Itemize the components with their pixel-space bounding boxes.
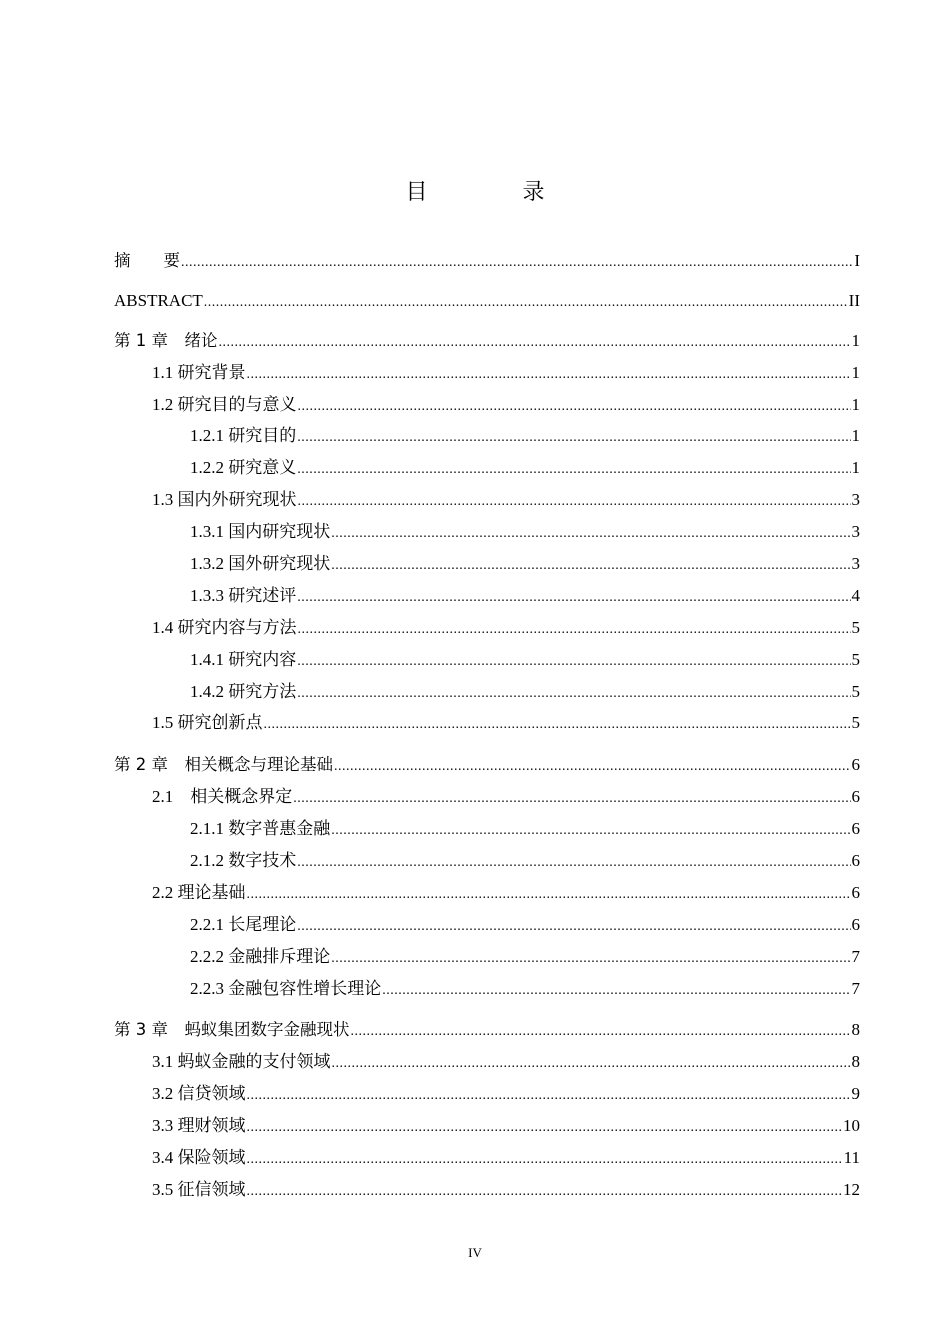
toc-entry-2-1[interactable] (114, 784, 860, 816)
toc-entry-page: 6 (851, 819, 860, 839)
toc-entry-page: 6 (851, 914, 860, 934)
toc-entry-label: 1.3.3 研究述评 (190, 585, 297, 605)
toc-entry-2-1-2[interactable] (114, 848, 860, 880)
toc-dot-leader (297, 914, 850, 940)
toc-entry-1-2-1[interactable] (114, 423, 860, 455)
toc-entry-1-2[interactable] (114, 392, 860, 424)
toc-dot-leader (298, 489, 851, 515)
toc-entry-2-2-2[interactable] (114, 944, 860, 976)
toc-entry-page: 12 (843, 1179, 860, 1199)
toc-entry-page: 7 (851, 978, 860, 998)
toc-entry-label: 2.2.1 长尾理论 (190, 914, 297, 934)
toc-dot-leader (181, 250, 853, 276)
toc-dot-leader (297, 457, 850, 483)
toc-entry-page: 7 (851, 946, 860, 966)
toc-entry-label: 1.5 研究创新点 (152, 713, 263, 733)
toc-dot-leader (297, 649, 850, 675)
table-of-contents (114, 248, 860, 1209)
toc-dot-leader (382, 978, 850, 1004)
toc-entry-1-4-2[interactable] (114, 679, 860, 711)
toc-entry-page: 5 (851, 617, 860, 637)
toc-entry-3-4[interactable] (114, 1145, 860, 1177)
toc-entry-chapter-1[interactable] (114, 328, 860, 360)
toc-entry-page: 4 (851, 585, 860, 605)
toc-dot-leader (331, 818, 850, 844)
toc-dot-leader (247, 1147, 843, 1173)
toc-entry-page: II (848, 290, 860, 310)
toc-dot-leader (297, 425, 850, 451)
toc-entry-label: 3.1 蚂蚁金融的支付领域 (152, 1052, 331, 1072)
toc-entry-label: 2.1.2 数字技术 (190, 851, 297, 871)
toc-dot-leader (334, 754, 851, 780)
toc-entry-page: 5 (851, 713, 860, 733)
toc-entry-3-1[interactable] (114, 1049, 860, 1081)
toc-entry-label: 第 3 章 蚂蚁集团数字金融现状 (114, 1020, 350, 1040)
toc-entry-page: 6 (851, 787, 860, 807)
toc-entry-label: 1.4.1 研究内容 (190, 649, 297, 669)
toc-entry-1-4-1[interactable] (114, 647, 860, 679)
toc-entry-label: 3.5 征信领域 (152, 1179, 246, 1199)
toc-dot-leader (247, 1115, 843, 1141)
toc-entry-page: 1 (851, 426, 860, 446)
toc-entry-label: 1.3 国内外研究现状 (152, 490, 297, 510)
toc-entry-label: 3.3 理财领域 (152, 1116, 246, 1136)
page-number: IV (468, 1245, 482, 1260)
toc-entry-2-2-3[interactable] (114, 976, 860, 1008)
toc-dot-leader (331, 553, 850, 579)
toc-dot-leader (247, 362, 851, 388)
toc-entry-label: 2.1.1 数字普惠金融 (190, 819, 331, 839)
toc-entry-1-5[interactable] (114, 710, 860, 742)
toc-entry-1-4[interactable] (114, 615, 860, 647)
toc-dot-leader (297, 850, 850, 876)
toc-entry-page: 3 (851, 522, 860, 542)
toc-entry-label: 1.3.1 国内研究现状 (190, 522, 331, 542)
toc-entry-chapter-2[interactable] (114, 752, 860, 784)
toc-entry-page: 10 (843, 1116, 860, 1136)
toc-entry-label: 第 2 章 相关概念与理论基础 (114, 755, 333, 775)
toc-entry-page: 3 (851, 554, 860, 574)
toc-entry-label: 1.2 研究目的与意义 (152, 394, 297, 414)
toc-entry-3-2[interactable] (114, 1081, 860, 1113)
toc-entry-1-1[interactable] (114, 360, 860, 392)
toc-entry-1-3[interactable] (114, 487, 860, 519)
toc-entry-page: 5 (851, 681, 860, 701)
toc-entry-label: 1.4 研究内容与方法 (152, 617, 297, 637)
toc-entry-page: 1 (851, 330, 860, 350)
toc-dot-leader (204, 290, 848, 316)
toc-entry-1-3-3[interactable] (114, 583, 860, 615)
toc-entry-label: 第 1 章 绪论 (114, 330, 218, 350)
toc-entry-label: 2.2.3 金融包容性增长理论 (190, 978, 382, 998)
toc-dot-leader (298, 394, 851, 420)
toc-entry-1-3-1[interactable] (114, 519, 860, 551)
toc-entry-label: 2.1 相关概念界定 (152, 787, 293, 807)
toc-entry-label: 1.4.2 研究方法 (190, 681, 297, 701)
toc-entry-label: 3.4 保险领域 (152, 1148, 246, 1168)
toc-entry-page: 3 (851, 490, 860, 510)
toc-entry-chapter-3[interactable] (114, 1017, 860, 1049)
toc-entry-3-5[interactable] (114, 1177, 860, 1209)
toc-entry-label: 1.2.1 研究目的 (190, 426, 297, 446)
page-title: 目 录 (405, 180, 589, 205)
toc-entry-page: 5 (851, 649, 860, 669)
toc-entry-page: 6 (851, 755, 860, 775)
toc-dot-leader (219, 330, 851, 356)
toc-dot-leader (331, 946, 850, 972)
toc-entry-1-3-2[interactable] (114, 551, 860, 583)
toc-entry-page: 8 (851, 1052, 860, 1072)
toc-entry-label: 1.2.2 研究意义 (190, 458, 297, 478)
toc-dot-leader (247, 1179, 843, 1205)
toc-entry-page: 8 (851, 1020, 860, 1040)
toc-dot-leader (351, 1019, 851, 1045)
toc-entry-label: 1.1 研究背景 (152, 362, 246, 382)
toc-entry-2-1-1[interactable] (114, 816, 860, 848)
toc-entry-label: 2.2 理论基础 (152, 882, 246, 902)
toc-dot-leader (298, 617, 851, 643)
toc-dot-leader (247, 1083, 851, 1109)
toc-entry-label: 3.2 信贷领域 (152, 1084, 246, 1104)
toc-entry-page: 11 (843, 1148, 860, 1168)
toc-entry-label: ABSTRACT (114, 290, 203, 310)
toc-entry-page: 1 (851, 458, 860, 478)
toc-entry-page: 1 (851, 362, 860, 382)
toc-entry-page: 1 (851, 394, 860, 414)
toc-entry-1-2-2[interactable] (114, 455, 860, 487)
toc-entry-3-3[interactable] (114, 1113, 860, 1145)
toc-dot-leader (293, 786, 850, 812)
toc-entry-page: I (854, 251, 860, 270)
toc-dot-leader (297, 681, 850, 707)
toc-entry-2-2[interactable] (114, 880, 860, 912)
toc-entry-abstract-en[interactable] (114, 288, 860, 320)
toc-entry-label: 摘 要 (114, 251, 180, 270)
toc-entry-2-2-1[interactable] (114, 912, 860, 944)
toc-entry-abstract-cn[interactable] (114, 248, 860, 280)
toc-dot-leader (297, 585, 850, 611)
toc-entry-label: 1.3.2 国外研究现状 (190, 554, 331, 574)
toc-dot-leader (264, 712, 851, 738)
toc-dot-leader (332, 1051, 851, 1077)
toc-entry-label: 2.2.2 金融排斥理论 (190, 946, 331, 966)
toc-entry-page: 6 (851, 882, 860, 902)
toc-entry-page: 9 (851, 1084, 860, 1104)
toc-entry-page: 6 (851, 851, 860, 871)
toc-dot-leader (247, 882, 851, 908)
toc-dot-leader (331, 521, 850, 547)
